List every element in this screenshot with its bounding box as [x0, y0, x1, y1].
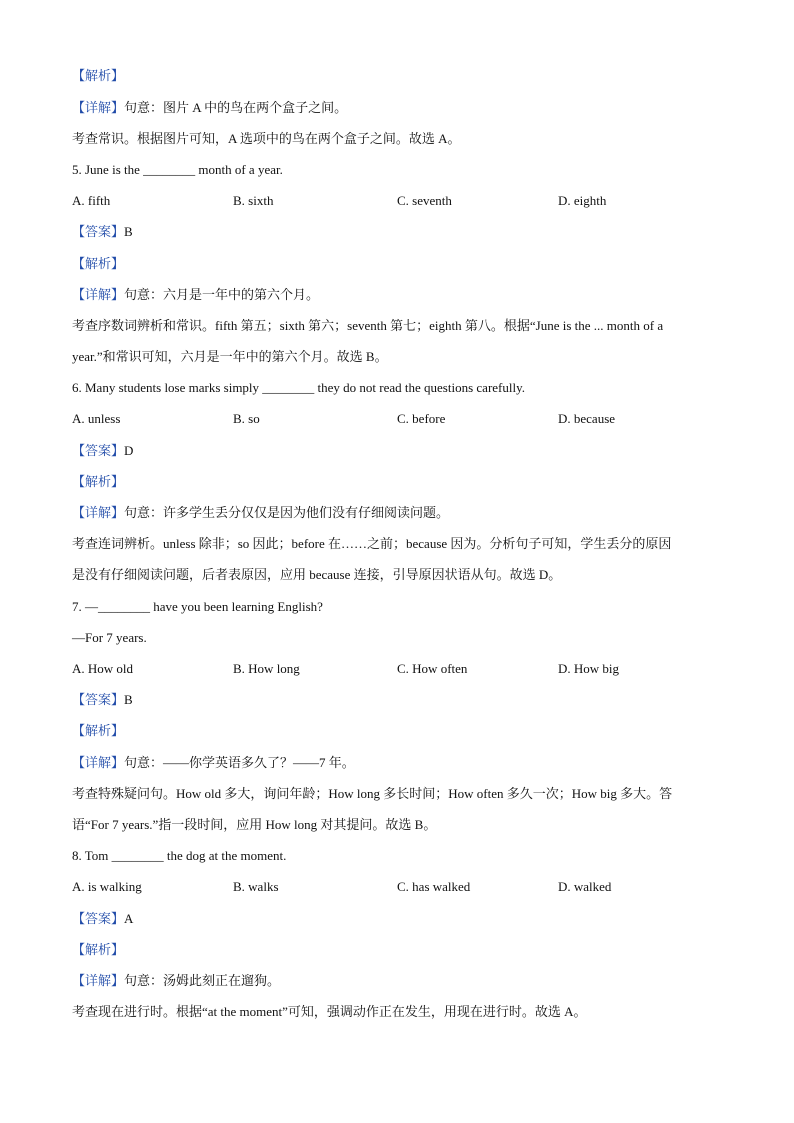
- option-c: C. before: [397, 411, 446, 426]
- option-c: C. seventh: [397, 193, 452, 208]
- analysis-heading: 【解析】: [72, 723, 125, 738]
- question-stem-reply: —For 7 years.: [72, 630, 147, 645]
- option-b: B. so: [233, 411, 260, 426]
- answer-line: 【答案】B: [72, 692, 133, 707]
- option-a: A. fifth: [72, 193, 111, 208]
- question-stem: 8. Tom ________ the dog at the moment.: [72, 848, 287, 863]
- explanation-line: 考查现在进行时。根据“at the moment”可知，强调动作正在发生，用现在进行时。故选 A。: [72, 1004, 587, 1019]
- detail-line: 【详解】句意：图片 A 中的鸟在两个盒子之间。: [72, 100, 348, 115]
- explanation-line: 语“For 7 years.”指一段时间，应用 How long 对其提问。故选 B。: [72, 817, 437, 832]
- option-d: D. because: [558, 411, 616, 426]
- option-d: D. eighth: [558, 193, 607, 208]
- option-a: A. is walking: [72, 879, 142, 894]
- explanation-line: year.”和常识可知，六月是一年中的第六个月。故选 B。: [72, 349, 388, 364]
- analysis-heading: 【解析】: [72, 68, 125, 83]
- option-row: [72, 878, 722, 895]
- option-c: C. How often: [397, 661, 468, 676]
- question-stem: 6. Many students lose marks simply ________ they do not read the questions carefully.: [72, 380, 526, 395]
- answer-line: 【答案】B: [72, 224, 133, 239]
- explanation-line: 考查特殊疑问句。How old 多大，询问年龄；How long 多长时间；How often 多久一次；How big 多大。答: [72, 786, 673, 801]
- answer-line: 【答案】D: [72, 443, 134, 458]
- analysis-heading: 【解析】: [72, 256, 125, 271]
- detail-line: 【详解】句意：六月是一年中的第六个月。: [72, 287, 320, 302]
- analysis-heading: 【解析】: [72, 474, 125, 489]
- option-b: B. sixth: [233, 193, 274, 208]
- detail-line: 【详解】句意：汤姆此刻正在遛狗。: [72, 973, 281, 988]
- option-b: B. walks: [233, 879, 279, 894]
- option-row: [72, 660, 722, 677]
- option-row: [72, 410, 722, 427]
- answer-line: 【答案】A: [72, 911, 134, 926]
- option-a: A. unless: [72, 411, 121, 426]
- option-a: A. How old: [72, 661, 134, 676]
- option-d: D. How big: [558, 661, 620, 676]
- option-d: D. walked: [558, 879, 612, 894]
- explanation-line: 考查连词辨析。unless 除非；so 因此；before 在……之前；because 因为。分析句子可知，学生丢分的原因: [72, 536, 672, 551]
- explanation-line: 考查序数词辨析和常识。fifth 第五；sixth 第六；seventh 第七；eighth 第八。根据“June is the ... month of a: [72, 318, 664, 333]
- detail-line: 【详解】句意：——你学英语多久了？——7 年。: [72, 755, 355, 770]
- option-c: C. has walked: [397, 879, 471, 894]
- explanation-line: 考查常识。根据图片可知，A 选项中的鸟在两个盒子之间。故选 A。: [72, 131, 461, 146]
- detail-line: 【详解】句意：许多学生丢分仅仅是因为他们没有仔细阅读问题。: [72, 505, 450, 520]
- question-stem: 5. June is the ________ month of a year.: [72, 162, 283, 177]
- option-row: [72, 192, 722, 209]
- explanation-line: 是没有仔细阅读问题，后者表原因，应用 because 连接，引导原因状语从句。故选 D。: [72, 567, 562, 582]
- question-stem: 7. —________ have you been learning English?: [72, 599, 323, 614]
- analysis-heading: 【解析】: [72, 942, 125, 957]
- option-b: B. How long: [233, 661, 300, 676]
